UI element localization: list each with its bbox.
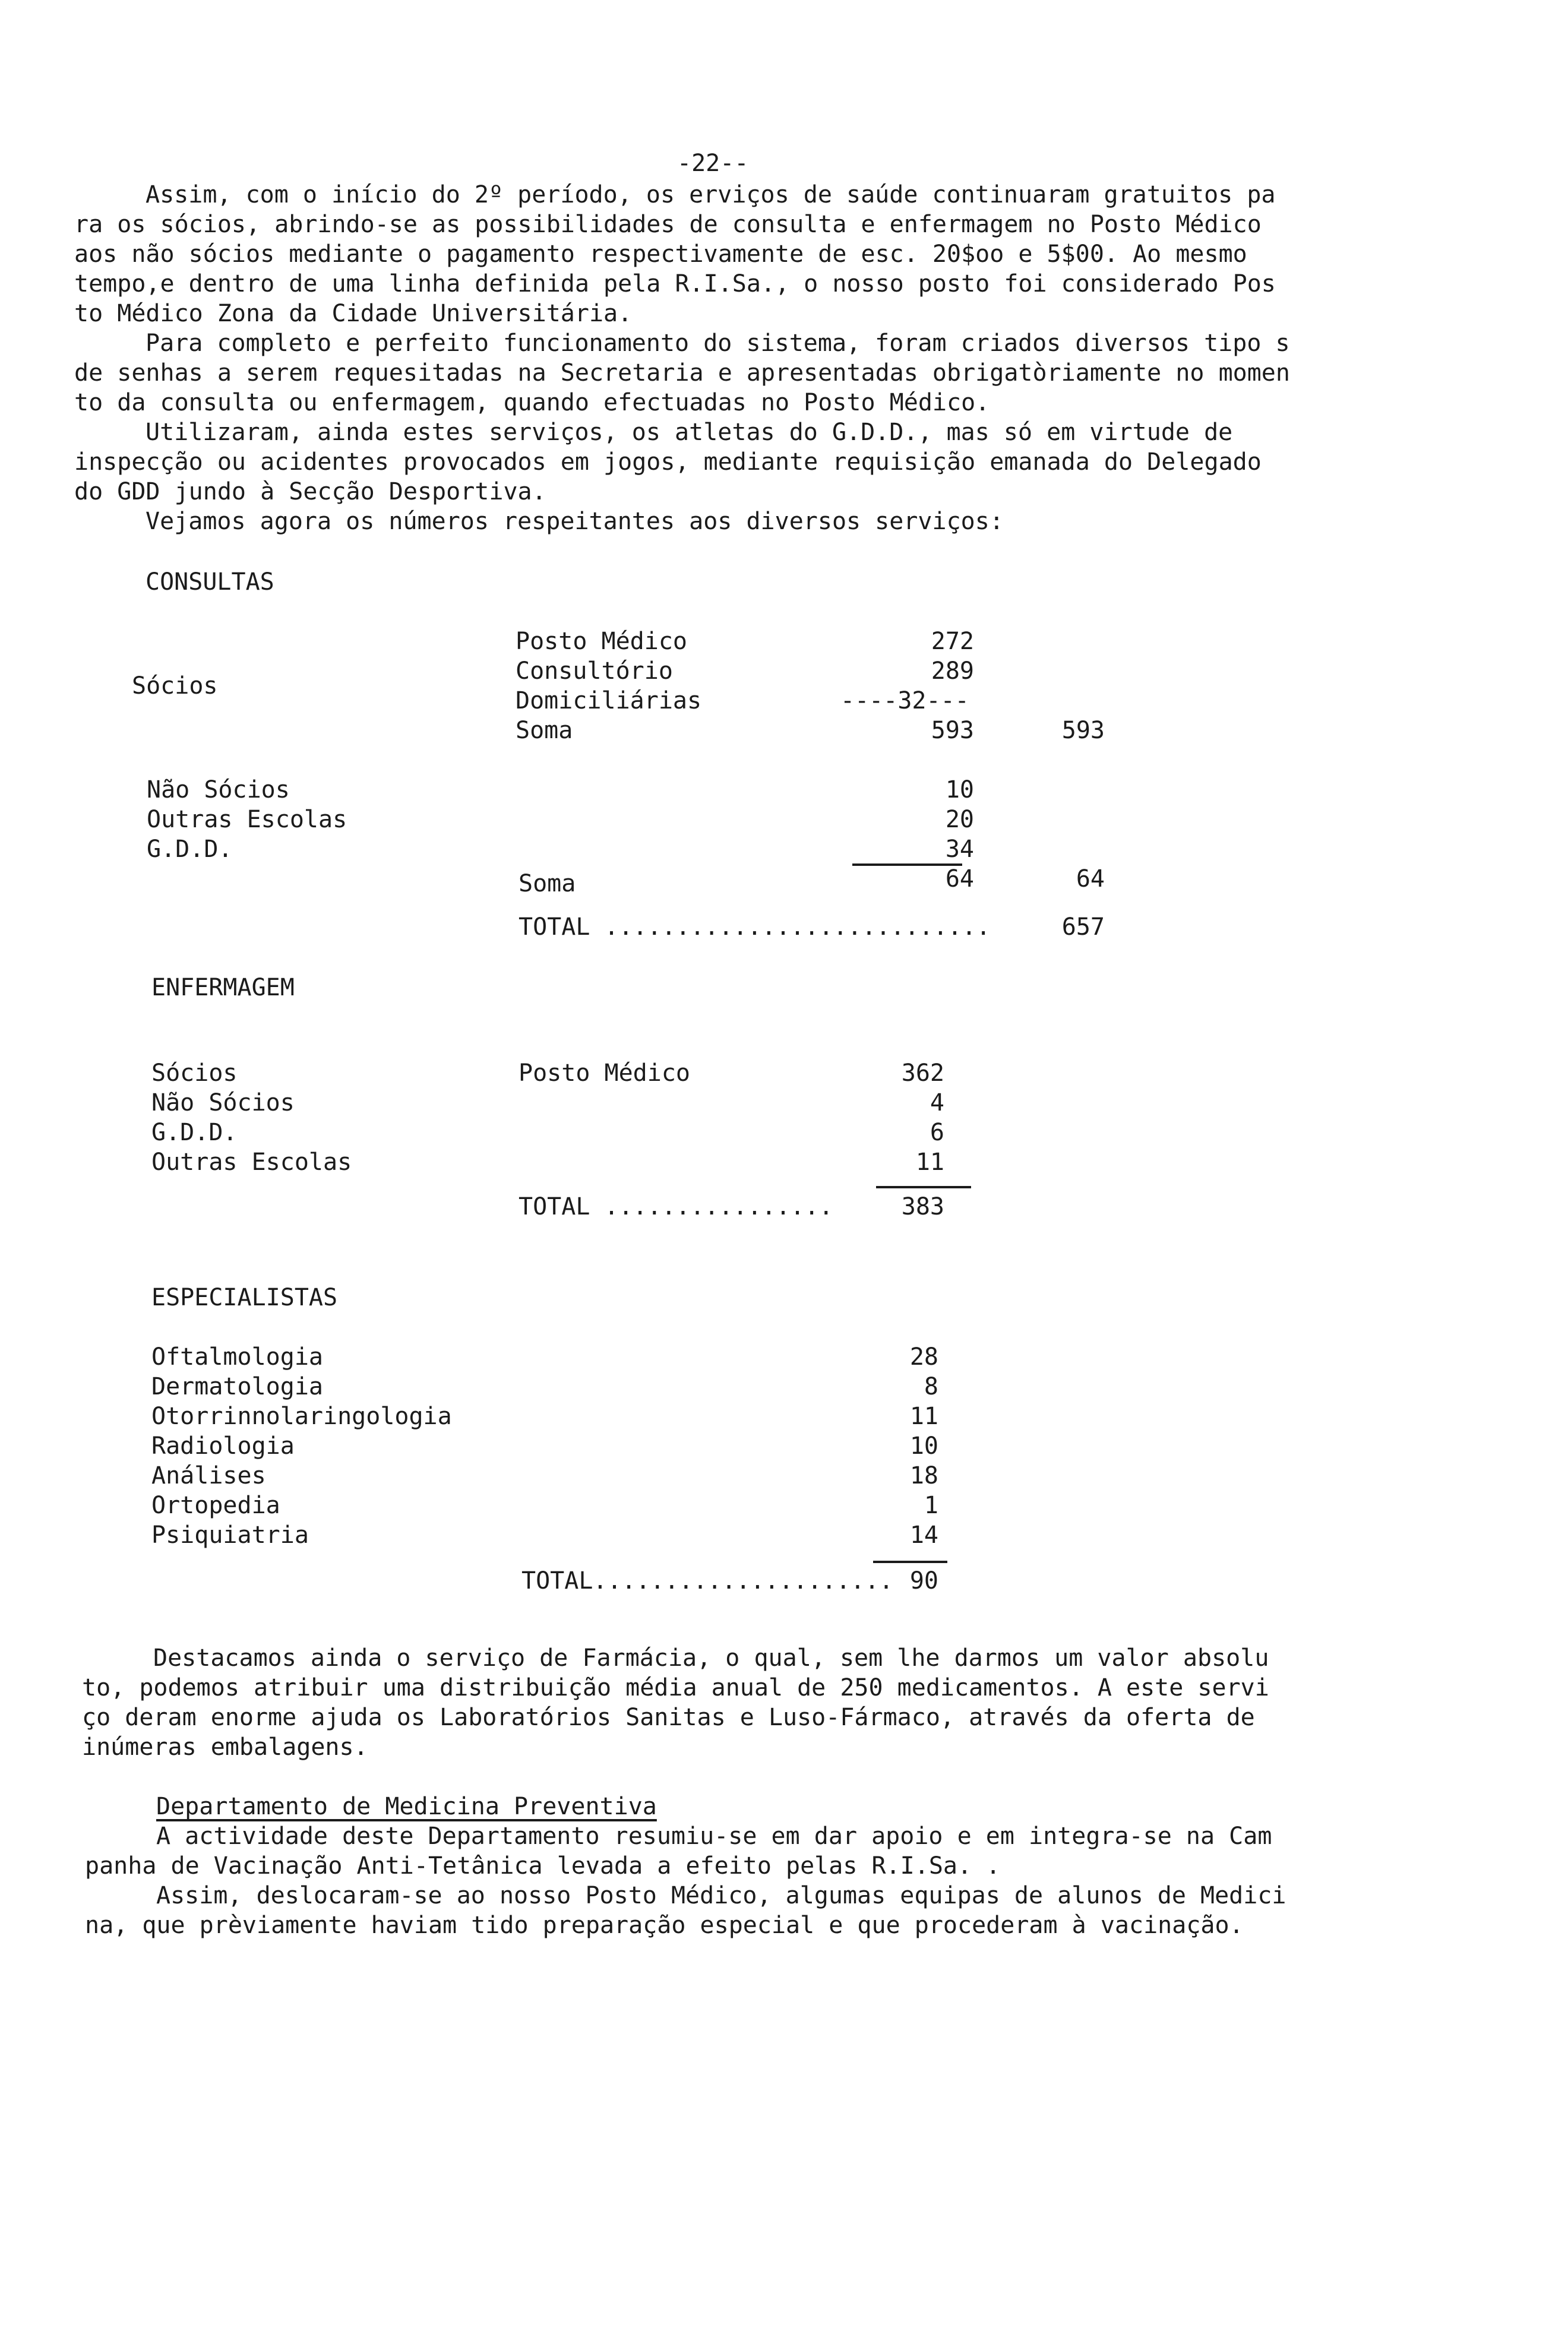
intro-line: do GDD jundo à Secção Desportiva. [74,478,546,505]
enfermagem-row-label: Não Sócios [151,1089,295,1116]
departamento-line: Assim, deslocaram-se ao nosso Posto Médico, algumas equipas de alunos de Medici [156,1882,1286,1909]
consultas-soma2-label: Soma [519,870,576,897]
especialistas-row-label: Radiologia [151,1432,295,1460]
consultas-soma2-total: 64 [1076,865,1105,893]
intro-line: Para completo e perfeito funcionamento do sistema, foram criados diversos tipo s [146,330,1290,357]
enfermagem-row-label: Sócios [151,1059,238,1087]
enfermagem-total-label: TOTAL ................ [519,1193,833,1220]
consultas-other-value: 20 [945,806,974,833]
especialistas-row-label: Análises [151,1462,266,1489]
consultas-row-label: Domiciliárias [516,687,702,714]
intro-line: tempo,e dentro de uma linha definida pela R.I.Sa., o nosso posto foi considerado Pos [74,270,1276,298]
consultas-row-value: ----32--- [840,687,969,714]
especialistas-heading: ESPECIALISTAS [151,1284,338,1311]
page-number: -22-- [677,150,749,177]
consultas-other-value: 10 [945,776,974,804]
consultas-soma-label: Soma [516,717,573,744]
intro-line: Assim, com o início do 2º período, os erviços de saúde continuaram gratuitos pa [146,181,1276,208]
departamento-line: na, que prèviamente haviam tido preparação especial e que procederam à vacinação. [85,1912,1244,1939]
consultas-row-label: Consultório [516,657,673,685]
consultas-soma-value: 593 [931,717,974,744]
intro-line: aos não sócios mediante o pagamento respectivamente de esc. 20$oo e 5$00. Ao mesmo [74,241,1247,268]
consultas-other-label: Não Sócios [147,776,290,804]
farmacia-line: inúmeras embalagens. [82,1734,368,1761]
consultas-row-label: Posto Médico [516,628,687,655]
farmacia-line: to, podemos atribuir uma distribuição média anual de 250 medicamentos. A este servi [82,1674,1269,1701]
enfermagem-row-value: 11 [915,1149,944,1176]
especialistas-row-value: 28 [909,1343,938,1371]
especialistas-row-label: Dermatologia [151,1373,323,1400]
consultas-total-value: 657 [1061,913,1105,941]
enfermagem-sum-rule [876,1186,971,1188]
especialistas-row-value: 10 [909,1432,938,1460]
especialistas-sum-rule [873,1561,947,1563]
enfermagem-row-label: Outras Escolas [151,1149,352,1176]
especialistas-total-value: 90 [909,1567,938,1595]
intro-line: inspecção ou acidentes provocados em jogos, mediante requisição emanada do Delegado [74,448,1262,476]
consultas-total-label: TOTAL ........................... [519,913,991,941]
intro-line: Utilizaram, ainda estes serviços, os atletas do G.D.D., mas só em virtude de [146,419,1233,446]
consultas-soma2-value: 64 [945,865,974,893]
enfermagem-row-value: 362 [901,1059,944,1087]
especialistas-total-label: TOTAL..................... [521,1567,894,1595]
consultas-other-label: Outras Escolas [147,806,347,833]
enfermagem-row-value: 6 [930,1119,944,1146]
intro-line: de senhas a serem requesitadas na Secretaria e apresentadas obrigatòriamente no momen [74,359,1290,387]
consultas-other-value: 34 [945,836,974,863]
consultas-heading: CONSULTAS [146,568,274,596]
especialistas-row-label: Otorrinnolaringologia [151,1403,452,1430]
enfermagem-heading: ENFERMAGEM [151,974,295,1001]
intro-line: Vejamos agora os números respeitantes aos diversos serviços: [146,508,1004,535]
consultas-soma-total: 593 [1061,717,1105,744]
departamento-heading: Departamento de Medicina Preventiva [156,1793,657,1820]
especialistas-row-label: Ortopedia [151,1492,280,1519]
enfermagem-total-value: 383 [901,1193,944,1220]
especialistas-row-value: 14 [909,1522,938,1549]
departamento-line: A actividade deste Departamento resumiu-se em dar apoio e em integra-se na Cam [156,1823,1272,1850]
consultas-socios-label: Sócios [132,672,218,700]
especialistas-row-value: 11 [909,1403,938,1430]
intro-line: to da consulta ou enfermagem, quando efectuadas no Posto Médico. [74,389,990,416]
especialistas-row-value: 1 [924,1492,938,1519]
intro-line: ra os sócios, abrindo-se as possibilidades de consulta e enfermagem no Posto Médico [74,211,1262,238]
especialistas-row-label: Oftalmologia [151,1343,323,1371]
especialistas-row-label: Psiquiatria [151,1522,309,1549]
farmacia-line: ço deram enorme ajuda os Laboratórios Sanitas e Luso-Fármaco, através da oferta de [82,1704,1255,1731]
especialistas-row-value: 8 [924,1373,938,1400]
enfermagem-row-label: G.D.D. [151,1119,238,1146]
consultas-row-value: 272 [931,628,974,655]
intro-line: to Médico Zona da Cidade Universitária. [74,300,633,327]
farmacia-line: Destacamos ainda o serviço de Farmácia, o qual, sem lhe darmos um valor absolu [153,1644,1269,1672]
enfermagem-posto-label: Posto Médico [519,1059,690,1087]
consultas-row-value: 289 [931,657,974,685]
departamento-line: panha de Vacinação Anti-Tetânica levada a efeito pelas R.I.Sa. . [85,1852,1001,1880]
consultas-other-label: G.D.D. [147,836,233,863]
especialistas-row-value: 18 [909,1462,938,1489]
enfermagem-row-value: 4 [930,1089,944,1116]
